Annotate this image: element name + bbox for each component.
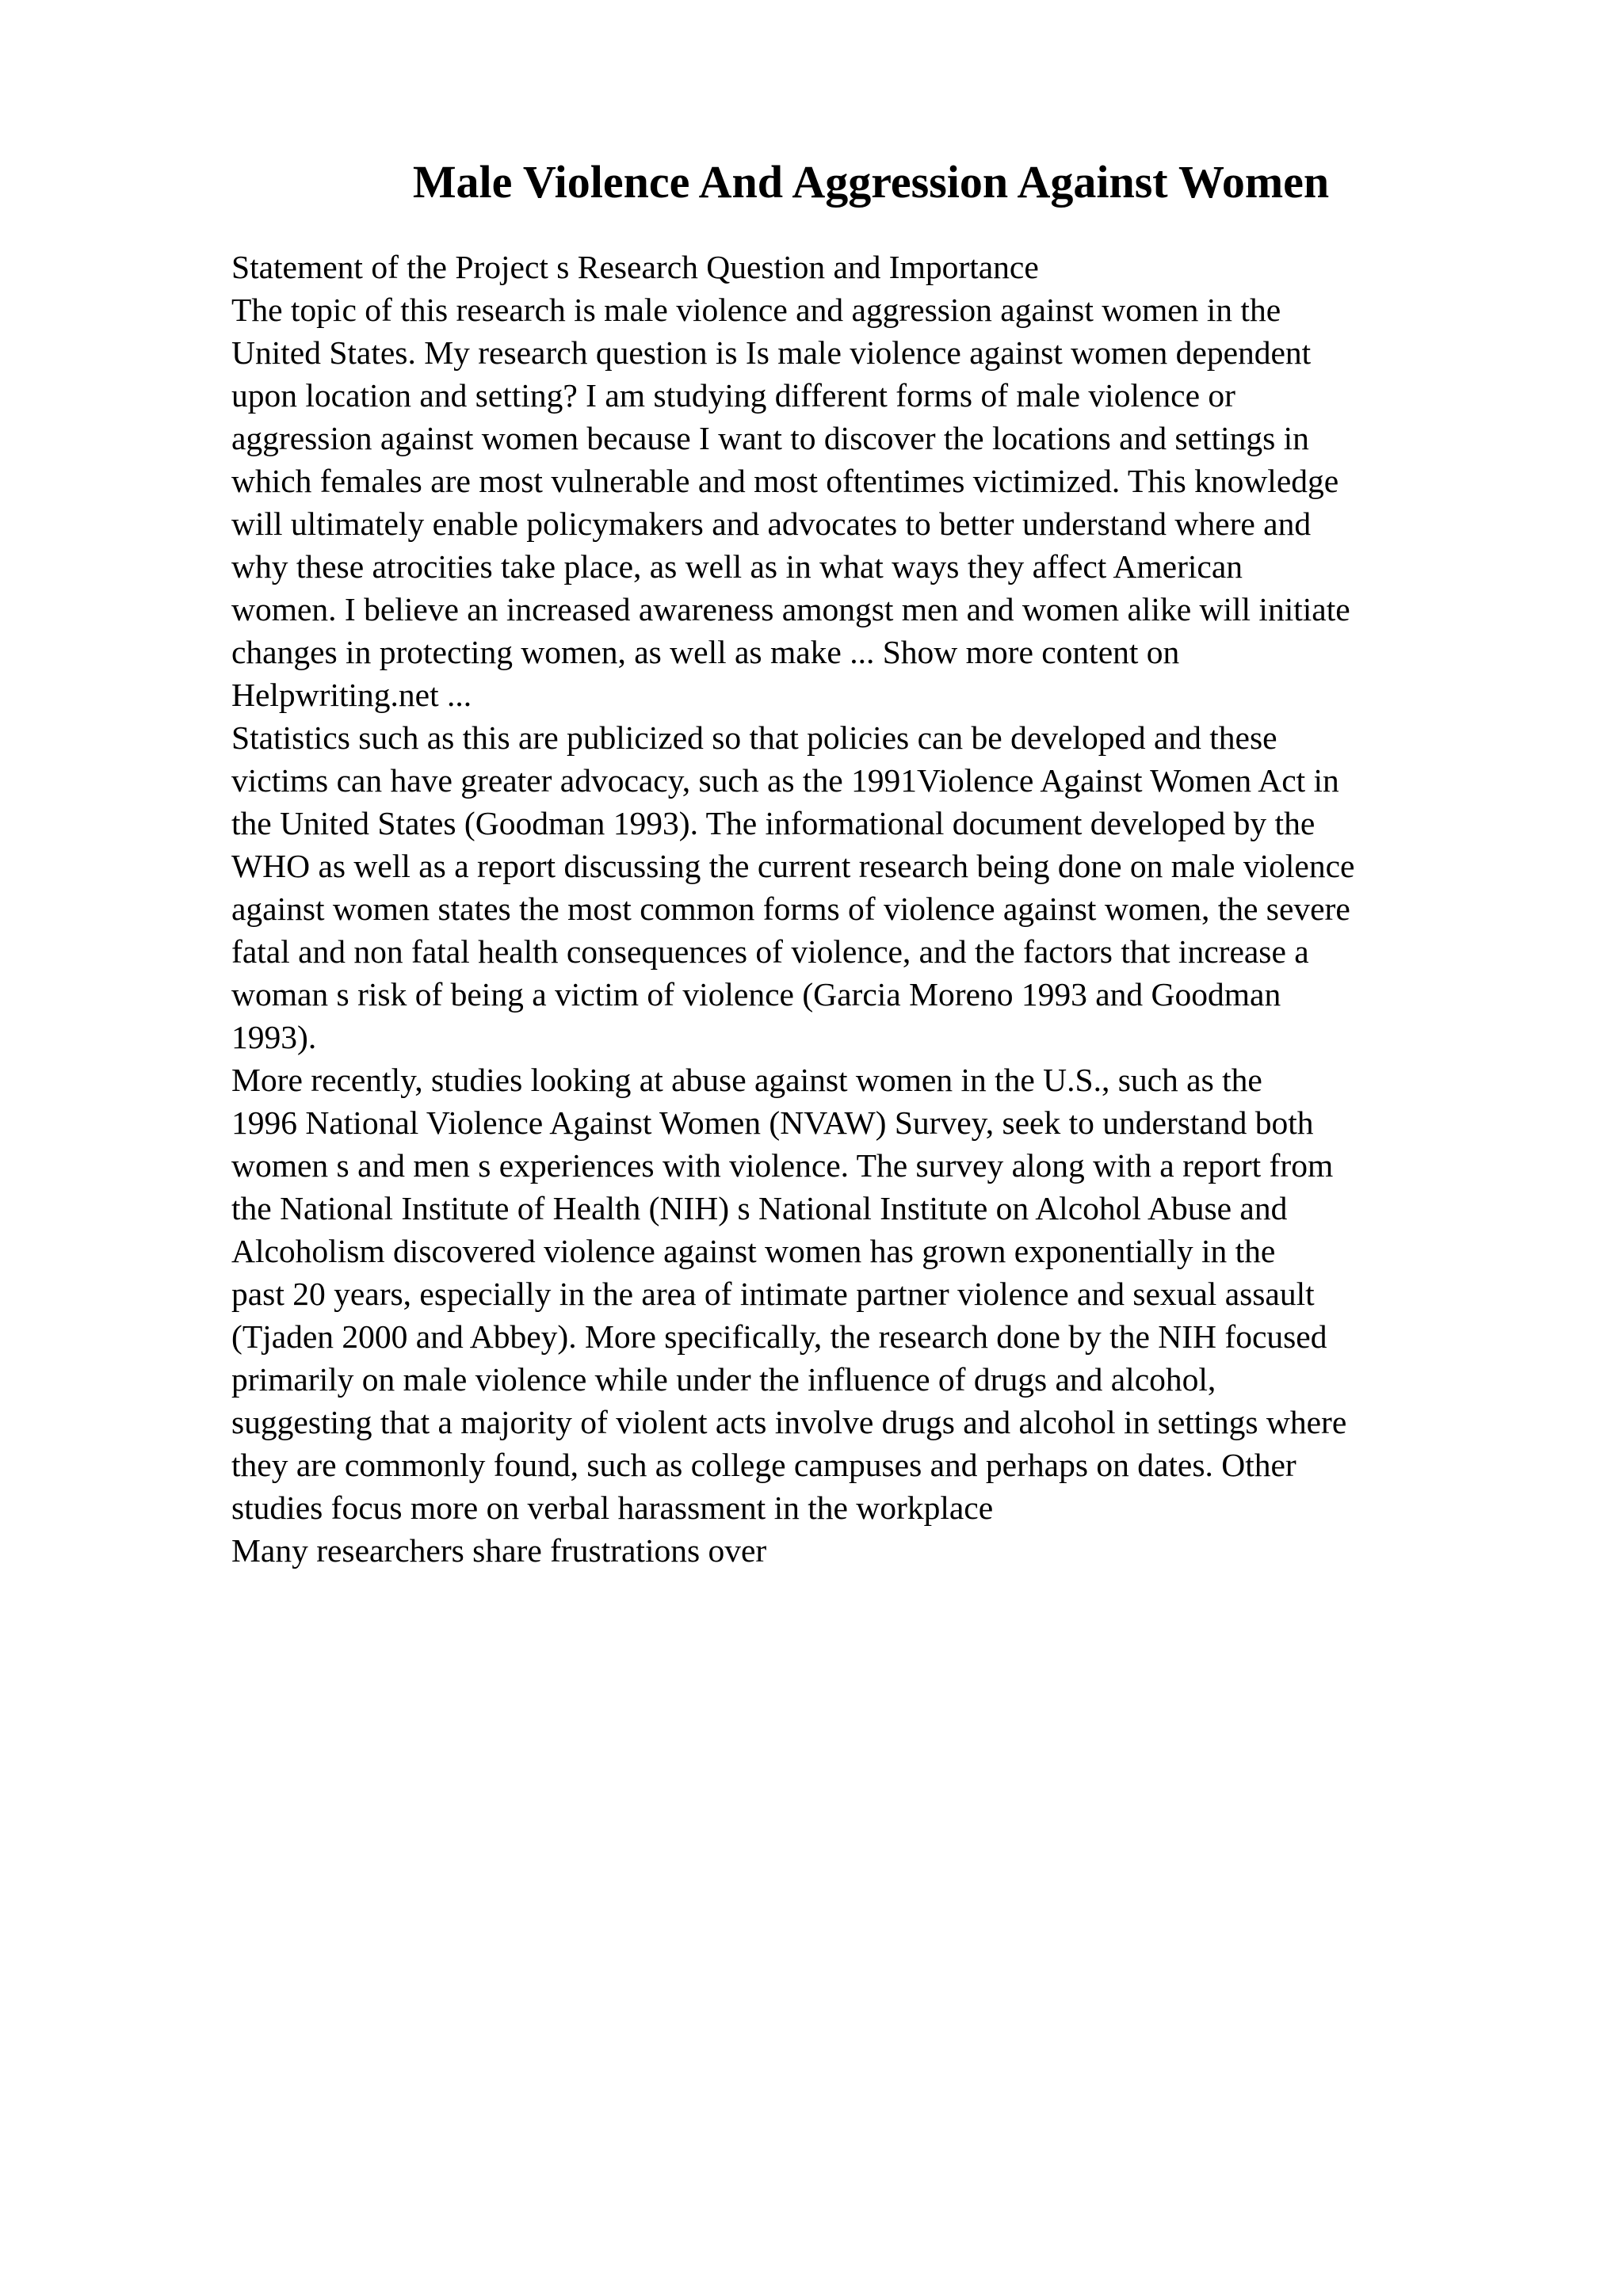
text-line: will ultimately enable policymakers and advocates to better understand where and	[231, 505, 1312, 542]
text-line: Alcoholism discovered violence against women has grown exponentially in the	[231, 1233, 1276, 1269]
text-line: past 20 years, especially in the area of intimate partner violence and sexual assault	[231, 1276, 1315, 1312]
text-line: upon location and setting? I am studying different forms of male violence or	[231, 377, 1235, 414]
text-line: the National Institute of Health (NIH) s National Institute on Alcohol Abuse and	[231, 1190, 1288, 1226]
text-line: (Tjaden 2000 and Abbey). More specifically, the research done by the NIH focused	[231, 1318, 1327, 1355]
text-line: why these atrocities take place, as well as in what ways they affect American	[231, 548, 1243, 585]
text-line: women. I believe an increased awareness amongst men and women alike will initiate	[231, 591, 1350, 627]
text-line: More recently, studies looking at abuse against women in the U.S., such as the	[231, 1062, 1262, 1098]
text-line: Helpwriting.net ...	[231, 677, 472, 713]
text-line: WHO as well as a report discussing the current research being done on male violence	[231, 848, 1355, 884]
text-line: primarily on male violence while under the influence of drugs and alcohol,	[231, 1361, 1216, 1398]
text-line: they are commonly found, such as college campuses and perhaps on dates. Other	[231, 1447, 1296, 1483]
text-line: Many researchers share frustrations over	[231, 1532, 767, 1569]
text-line: fatal and non fatal health consequences of violence, and the factors that increase a	[231, 933, 1309, 970]
text-line: which females are most vulnerable and most oftentimes victimized. This knowledge	[231, 463, 1339, 499]
text-line: United States. My research question is Is male violence against women dependent	[231, 334, 1312, 371]
text-line: the United States (Goodman 1993). The informational document developed by the	[231, 805, 1316, 841]
document-body	[231, 246, 1531, 1572]
text-line: Statement of the Project s Research Question and Importance	[231, 249, 1039, 285]
text-line: changes in protecting women, as well as make ... Show more content on	[231, 634, 1180, 670]
text-line: The topic of this research is male violence and aggression against women in the	[231, 292, 1281, 328]
text-line: against women states the most common forms of violence against women, the severe	[231, 891, 1350, 927]
text-line: woman s risk of being a victim of violence (Garcia Moreno 1993 and Goodman	[231, 976, 1281, 1013]
text-line: aggression against women because I want to discover the locations and settings in	[231, 420, 1309, 456]
text-line: victims can have greater advocacy, such as the 1991Violence Against Women Act in	[231, 762, 1339, 799]
document-title: Male Violence And Aggression Against Women	[412, 156, 1330, 208]
text-line: women s and men s experiences with violence. The survey along with a report from	[231, 1147, 1334, 1184]
text-line: studies focus more on verbal harassment in the workplace	[231, 1489, 994, 1526]
text-line: 1993).	[231, 1019, 317, 1055]
text-line: 1996 National Violence Against Women (NVAW) Survey, seek to understand both	[231, 1104, 1314, 1141]
text-line: Statistics such as this are publicized so that policies can be developed and these	[231, 719, 1277, 756]
text-line: suggesting that a majority of violent acts involve drugs and alcohol in settings where	[231, 1404, 1347, 1440]
